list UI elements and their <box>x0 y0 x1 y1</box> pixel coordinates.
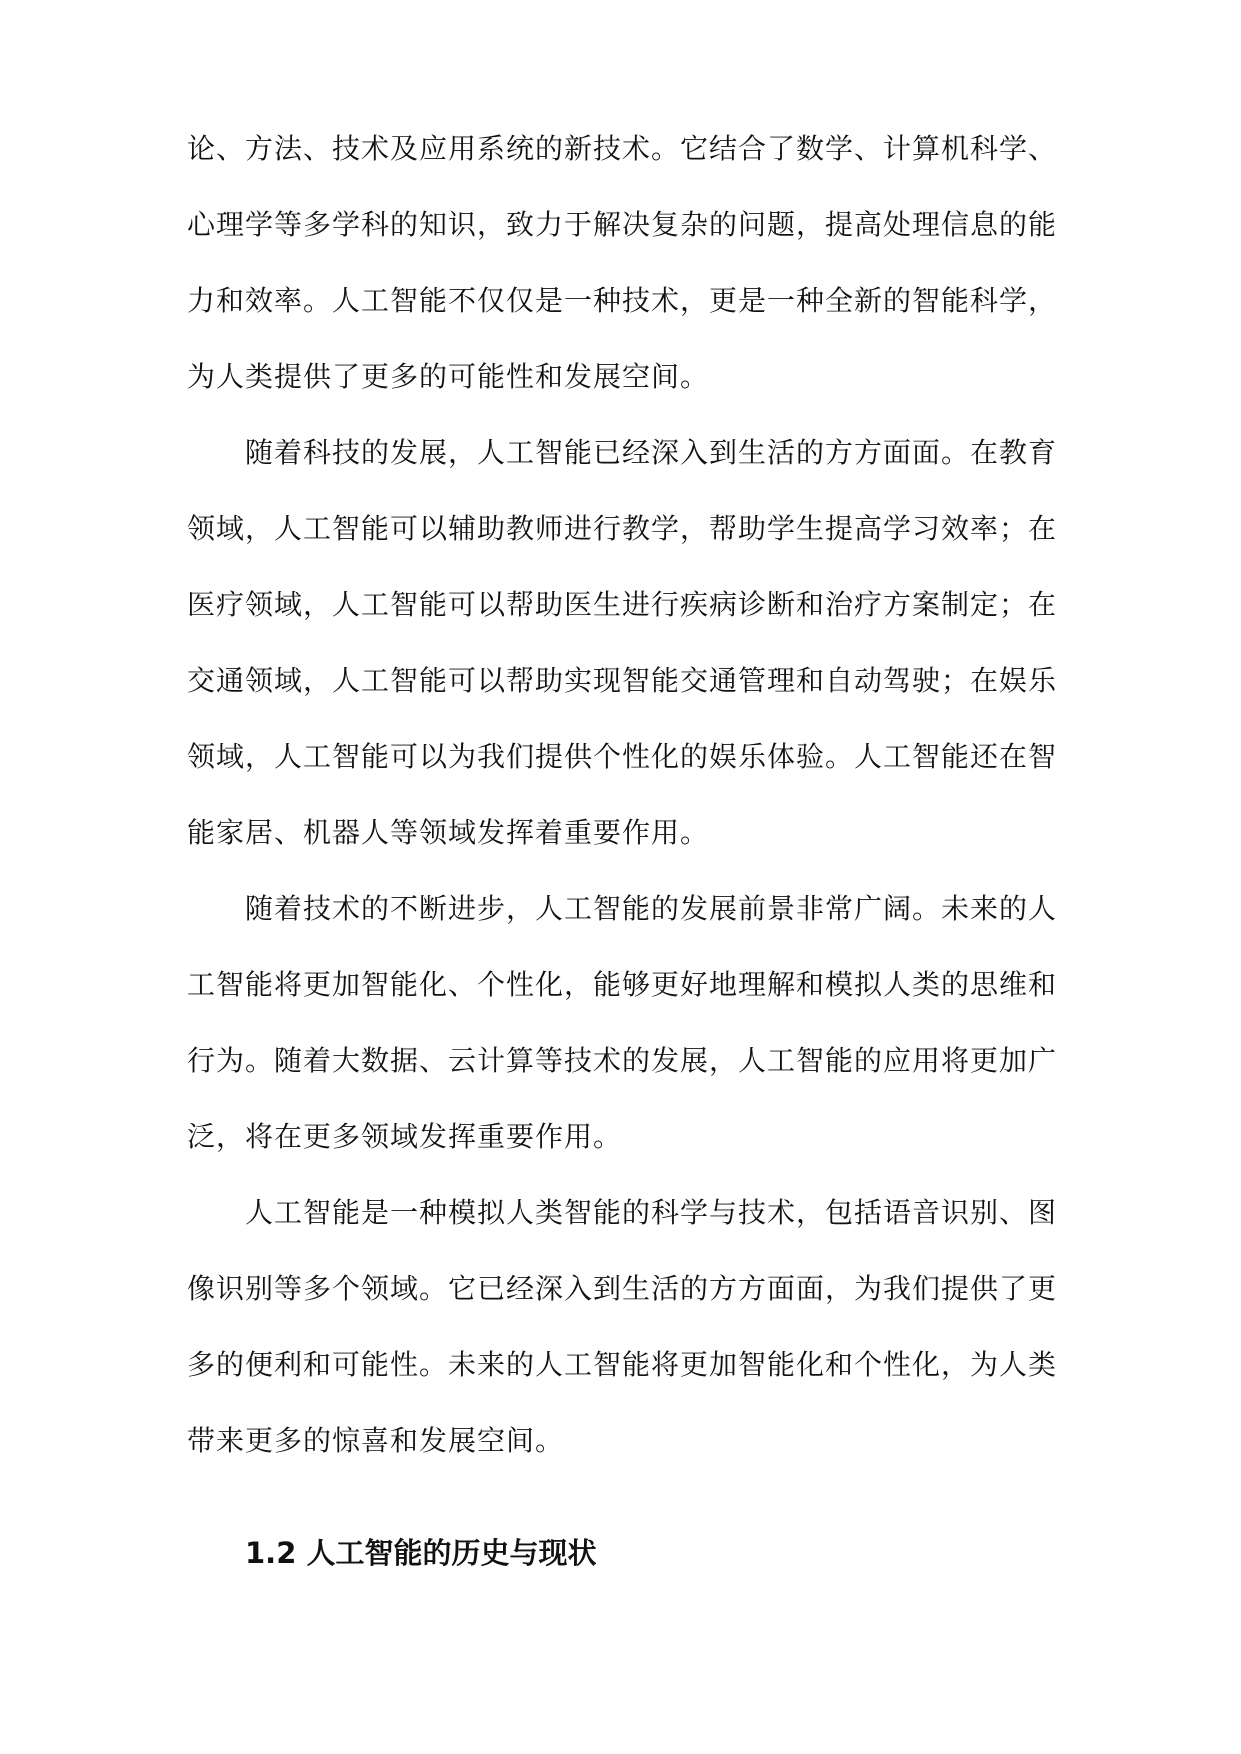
text-line: 随着科技的发展，人工智能已经深入到生活的方方面面。在教育 <box>245 436 1058 469</box>
paragraph-1 <box>187 130 1058 396</box>
document-body <box>187 130 1058 1498</box>
text-line: 能家居、机器人等领域发挥着重要作用。 <box>187 816 710 849</box>
paragraph-3 <box>187 890 1058 1156</box>
text-line: 行为。随着大数据、云计算等技术的发展，人工智能的应用将更加广 <box>187 1044 1058 1077</box>
text-line: 多的便利和可能性。未来的人工智能将更加智能化和个性化，为人类 <box>187 1348 1058 1381</box>
text-line: 随着技术的不断进步，人工智能的发展前景非常广阔。未来的人 <box>245 892 1058 925</box>
text-line: 力和效率。人工智能不仅仅是一种技术，更是一种全新的智能科学， <box>187 284 1058 317</box>
text-line: 领域，人工智能可以辅助教师进行教学，帮助学生提高学习效率；在 <box>187 512 1058 545</box>
text-line: 为人类提供了更多的可能性和发展空间。 <box>187 360 710 393</box>
text-line: 心理学等多学科的知识，致力于解决复杂的问题，提高处理信息的能 <box>187 208 1058 241</box>
text-line: 泛，将在更多领域发挥重要作用。 <box>187 1120 623 1153</box>
text-line: 带来更多的惊喜和发展空间。 <box>187 1424 565 1457</box>
text-line: 像识别等多个领域。它已经深入到生活的方方面面，为我们提供了更 <box>187 1272 1058 1305</box>
text-line: 领域，人工智能可以为我们提供个性化的娱乐体验。人工智能还在智 <box>187 740 1058 773</box>
section-heading: 1.2 人工智能的历史与现状 <box>245 1536 597 1570</box>
paragraph-4 <box>187 1194 1058 1460</box>
text-line: 医疗领域，人工智能可以帮助医生进行疾病诊断和治疗方案制定；在 <box>187 588 1058 621</box>
text-line: 人工智能是一种模拟人类智能的科学与技术，包括语音识别、图 <box>245 1196 1058 1229</box>
paragraph-2 <box>187 434 1058 852</box>
text-line: 交通领域，人工智能可以帮助实现智能交通管理和自动驾驶；在娱乐 <box>187 664 1058 697</box>
text-line: 论、方法、技术及应用系统的新技术。它结合了数学、计算机科学、 <box>187 132 1058 165</box>
text-line: 工智能将更加智能化、个性化，能够更好地理解和模拟人类的思维和 <box>187 968 1058 1001</box>
